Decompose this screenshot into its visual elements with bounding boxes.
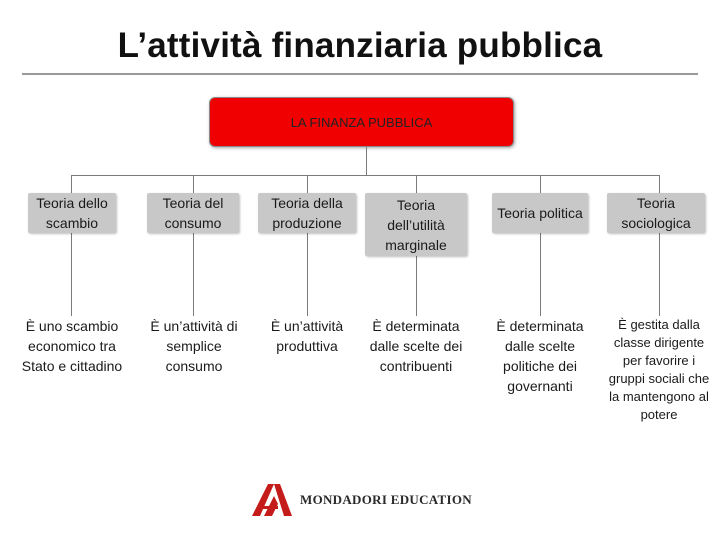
theory-desc-politica: È determinata dalle scelte politiche dei governanti — [484, 316, 596, 396]
theory-node-politica — [492, 193, 588, 233]
root-label: LA FINANZA PUBBLICA — [290, 114, 433, 130]
theory-node-sociologica — [607, 193, 705, 233]
publisher-logo — [250, 482, 480, 518]
theory-label: Teoria del consumo — [162, 195, 224, 231]
theory-node-consumo — [147, 193, 239, 233]
logo-text: MONDADORI EDUCATION — [300, 492, 472, 507]
theory-label: Teoria dello scambio — [36, 195, 108, 231]
theory-desc-consumo: È un’attività di semplice consumo — [146, 316, 242, 376]
mondadori-logo-icon — [250, 482, 294, 518]
theory-label: Teoria sociologica — [621, 195, 691, 231]
theory-node-utilita-marginale — [365, 193, 467, 256]
theory-desc-scambio: È uno scambio economico tra Stato e cittadino — [10, 316, 134, 376]
theory-node-produzione — [258, 193, 356, 233]
theory-label: Teoria dell’utilità marginale — [385, 196, 447, 253]
theory-desc-utilita-marginale: È determinata dalle scelte dei contribuenti — [360, 316, 472, 376]
title-underline — [22, 73, 698, 75]
theory-desc-produzione: È un’attività produttiva — [258, 316, 356, 356]
theory-desc-sociologica: È gestita dalla classe dirigente per favorire i gruppi sociali che la mantengono al potere — [604, 316, 714, 424]
connector-horizontal-bar — [71, 175, 660, 176]
theory-node-scambio — [28, 193, 116, 233]
slide-title: L’attività finanziaria pubblica — [117, 26, 603, 65]
root-node — [209, 97, 514, 147]
theory-label: Teoria della produzione — [271, 195, 343, 231]
connector-root-stem — [366, 147, 367, 175]
theory-label: Teoria politica — [497, 205, 583, 221]
